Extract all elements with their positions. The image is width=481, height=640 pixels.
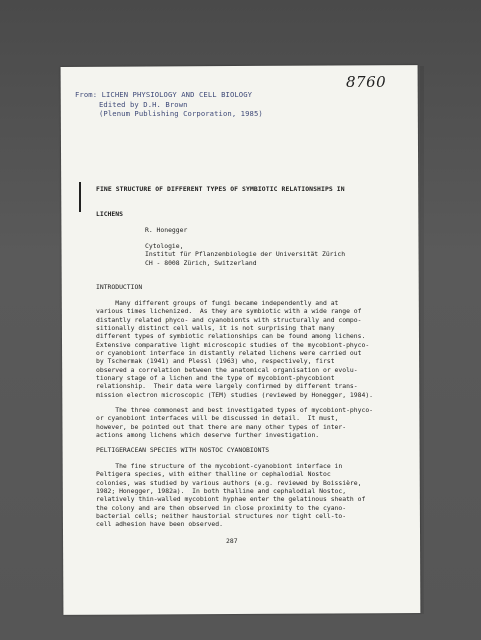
section-heading: PELTIGERACEAN SPECIES WITH NOSTOC CYANOBIONTS	[96, 446, 270, 454]
introduction-paragraph-2: The three commonest and best investigated types of mycobiont-phyco- or cyanobiont interfaces will be discussed in detail. It must, however, be pointed out that there are many other types of inter- actions among lichens which deserve further investigation.	[96, 406, 374, 440]
section-paragraph: The fine structure of the mycobiont-cyanobiont interface in Peltigera species, with either thalline or cephalodial Nostoc colonies, was studied by various authors (e.g. reviewed by Boissière, 1982; Honegger, 1982a). In both thalline and cephalodial Nostoc, relatively thin-walled mycobiont hyphae enter the gelatinous sheath of the colony and are then observed in close proximity to the cyano- bacterial cells; neither haustorial structures nor tight cell-to- cell adhesion have been observed.	[96, 462, 366, 529]
source-stamp	[75, 90, 335, 119]
handwritten-number: 8760	[346, 73, 387, 91]
introduction-paragraph-1: Many different groups of fungi became independently and at various times lichenized. As they are symbiotic with a wide range of distantly related phyco- and cyanobionts with structurally and compo- sitionally distinct cell walls, it is not surprising that many different types of symbiotic relationships can be found among lichens. Extensive comparative light microscopic studies of the mycobiont-phyco- or cyanobiont interface in distantly related lichens were carried out by Tschermak (1941) and Plessl (1963) who, respectively, first observed a correlation between the anatomical organisation or evolu- tionary stage of a lichen and the type of mycobiont-phycobiont relationship. Their data were largely confirmed by different trans- mission electron microscopic (TEM) studies (reviewed by Honegger, 1984).	[96, 299, 374, 399]
paper-title: FINE STRUCTURE OF DIFFERENT TYPES OF SYMBIOTIC RELATIONSHIPS IN	[96, 185, 345, 193]
stamp-line-3: (Plenum Publishing Corporation, 1985)	[99, 109, 263, 118]
page-edge-shadow	[420, 66, 424, 614]
author-name: R. Honegger	[145, 226, 188, 234]
stamp-line-2: Edited by D.H. Brown	[99, 99, 188, 109]
author-affiliation: Cytologie, Institut für Pflanzenbiologie der Universität Zürich CH - 8008 Zürich, Switzerland	[145, 242, 346, 267]
paper-title-continued: LICHENS	[96, 210, 123, 218]
page-number: 287	[226, 537, 238, 545]
stamp-line-1: From: LICHEN PHYSIOLOGY AND CELL BIOLOGY	[75, 90, 253, 99]
margin-mark	[79, 182, 81, 212]
introduction-heading: INTRODUCTION	[96, 283, 143, 291]
